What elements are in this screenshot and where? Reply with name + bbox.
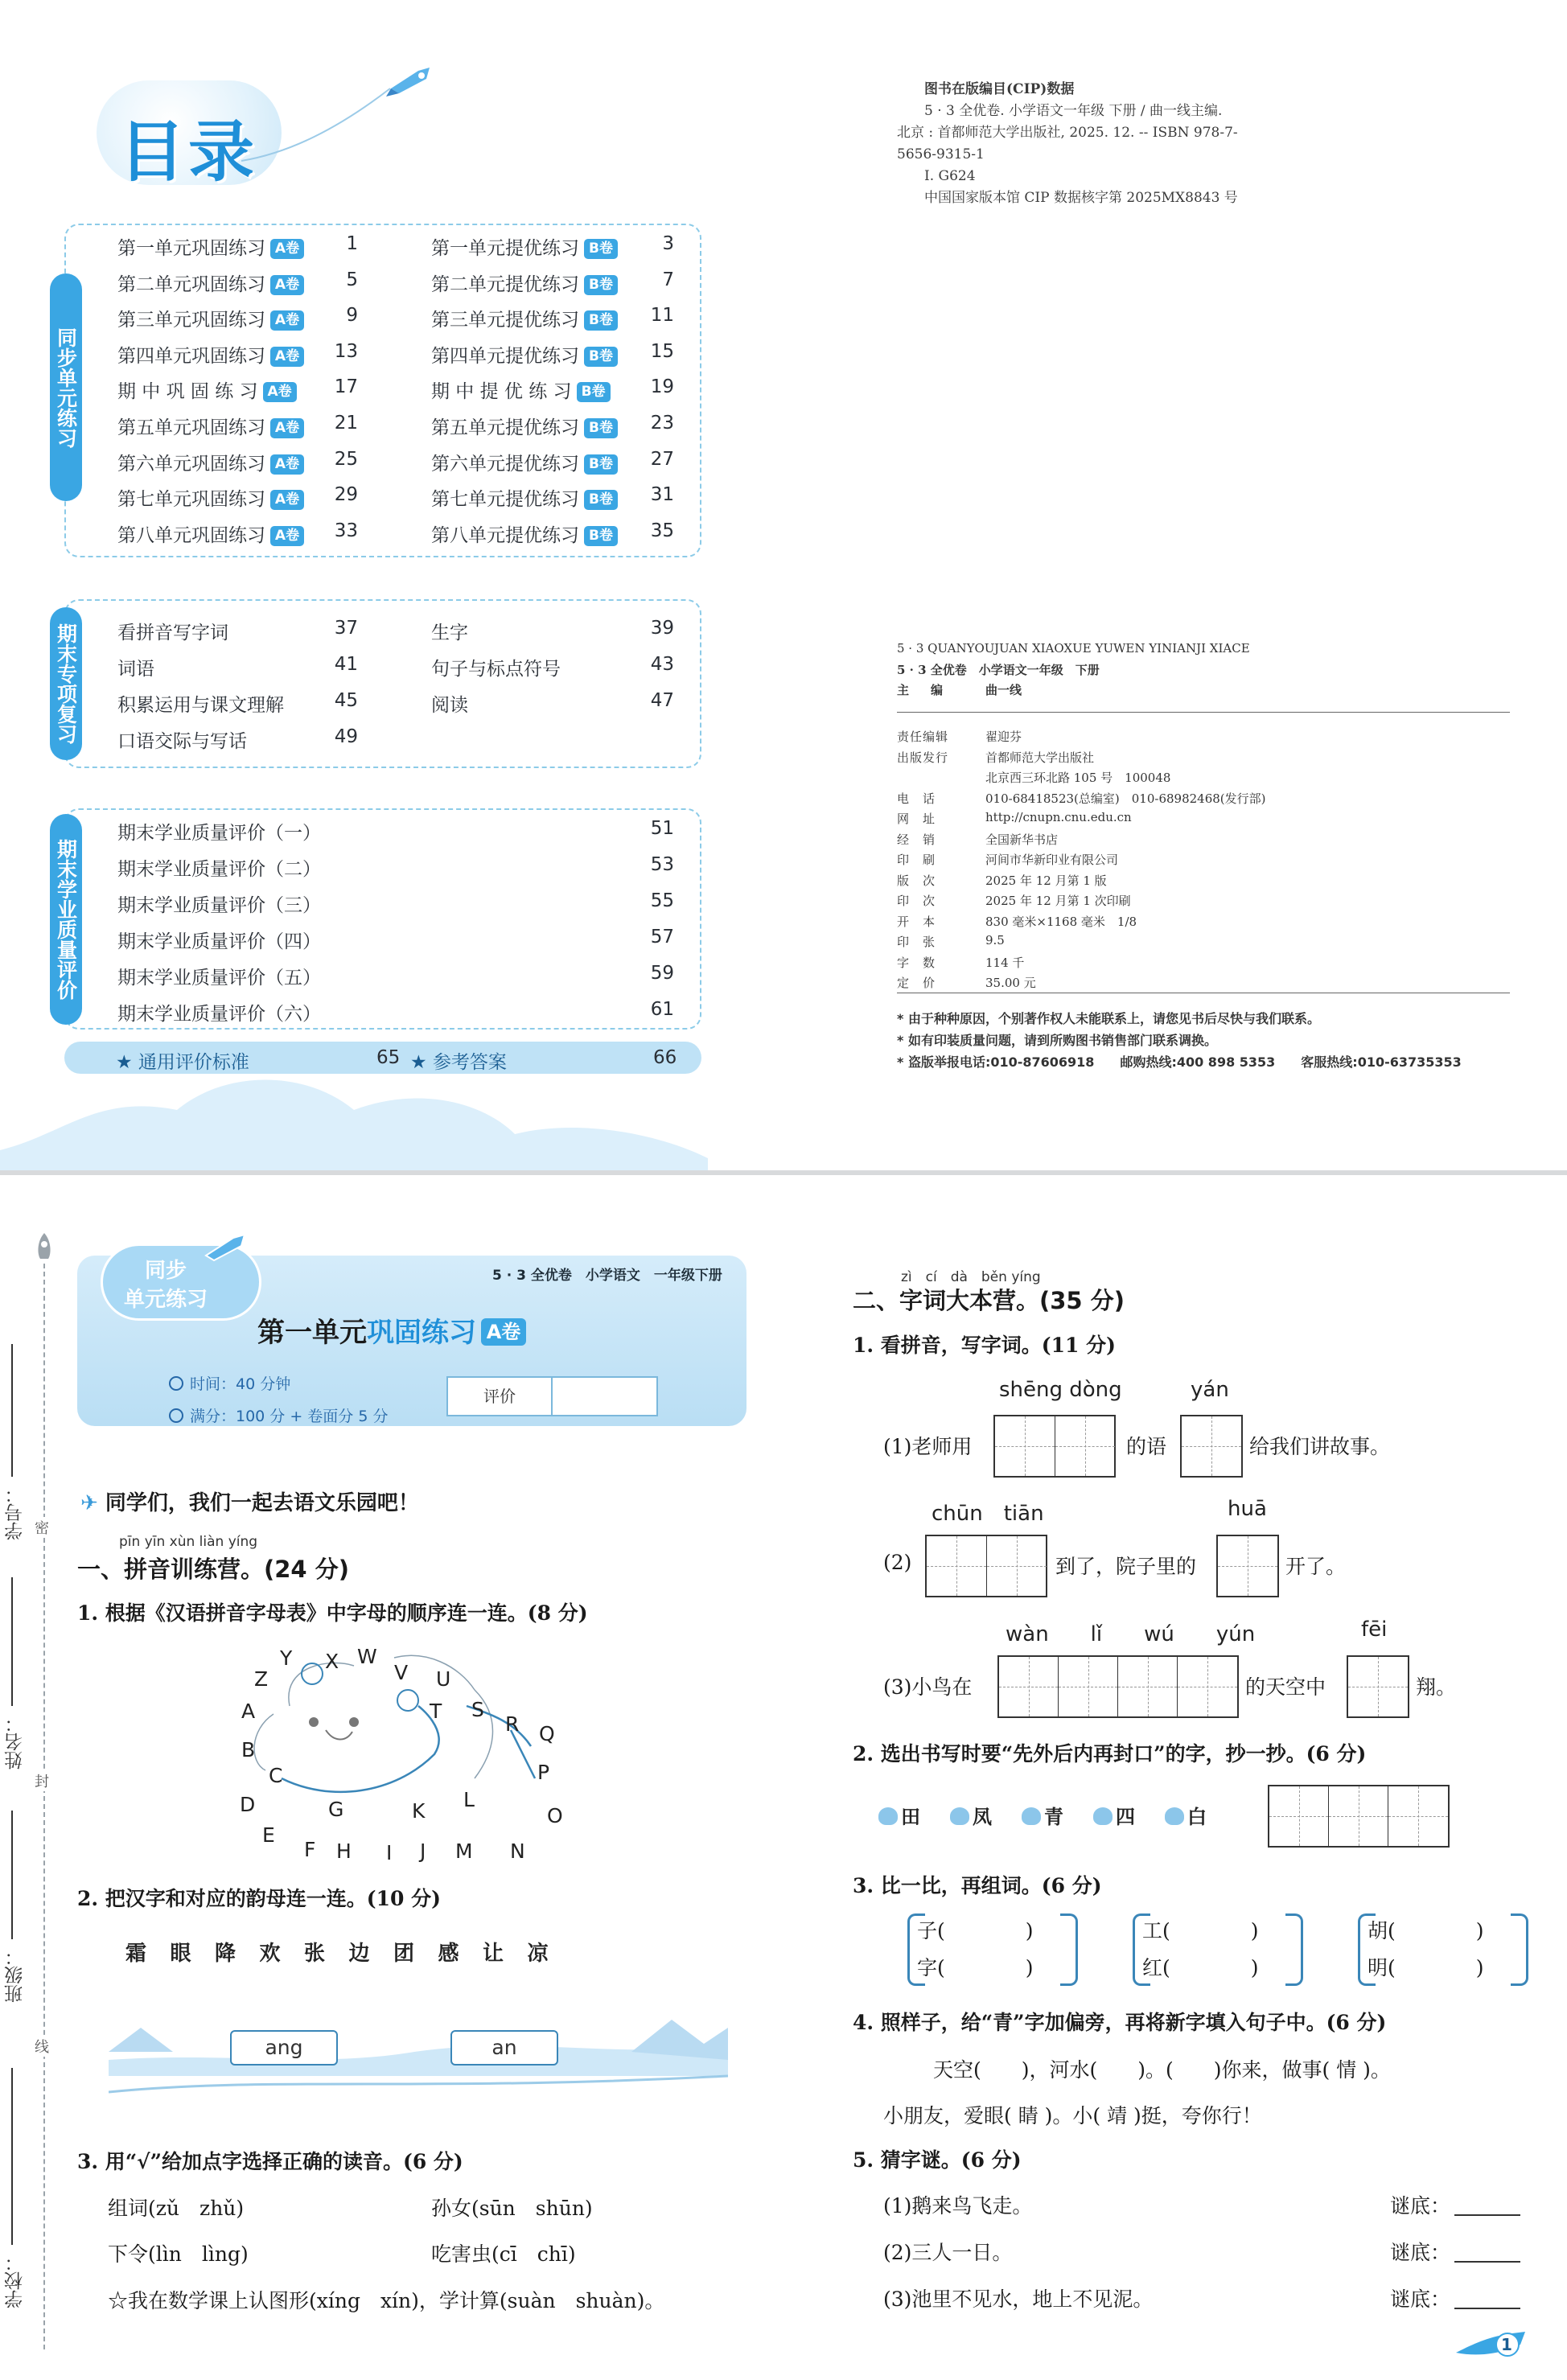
paper-plane-icon: ✈	[80, 1491, 105, 1515]
score-box[interactable]	[446, 1376, 658, 1416]
imprint-value: 2025 年 12 月第 1 版	[985, 873, 1107, 888]
writing-grid[interactable]	[993, 1415, 1116, 1478]
compare-char[interactable]: 子( )	[917, 1919, 1034, 1942]
toc-item-review[interactable]: 口语交际与写话	[117, 731, 247, 752]
cip-line: 图书在版编目(CIP)数据	[924, 81, 1075, 97]
toc-item-label: 第二单元巩固练习	[117, 273, 265, 295]
imprint-value: 35.00 元	[985, 976, 1036, 990]
toc-item-sync-b[interactable]	[431, 449, 618, 475]
toc-item-label: 期 中 提 优 练 习	[431, 381, 572, 403]
alphabet-letter[interactable]: Q	[539, 1722, 555, 1745]
writing-grid[interactable]	[1180, 1415, 1243, 1478]
alphabet-letter[interactable]: W	[357, 1645, 377, 1668]
toc-item-sync-a[interactable]	[117, 305, 304, 331]
q21b-pinyin-1: chūn tiān	[932, 1502, 1044, 1526]
cip-line: 5 · 3 全优卷. 小学语文一年级 下册 / 曲一线主编.	[924, 103, 1223, 119]
toc-item-review[interactable]: 积累运用与课文理解	[117, 695, 284, 716]
toc-item-sync-b[interactable]	[431, 376, 611, 403]
hanzi-char[interactable]: 边	[348, 1942, 370, 1966]
compare-char[interactable]: 胡( )	[1368, 1919, 1484, 1942]
alphabet-letter[interactable]: B	[241, 1738, 256, 1761]
hanzi-char[interactable]: 团	[393, 1942, 415, 1966]
toc-item-label: 第七单元巩固练习	[117, 489, 265, 511]
flower-icon	[950, 1807, 969, 1825]
toc-item-sync-a[interactable]	[117, 376, 297, 403]
toc-item-sync-a[interactable]	[117, 341, 304, 368]
toc-item-eval[interactable]: 期末学业质量评价（五）	[117, 968, 321, 989]
toc-item-page: 9	[346, 305, 358, 327]
imprint-key: 字 数	[897, 955, 936, 970]
alphabet-letter[interactable]: V	[394, 1661, 409, 1684]
imprint-key: 开 本	[897, 914, 936, 929]
toc-item-page: 1	[346, 233, 358, 254]
riddle-answer-label: 谜底：	[1390, 2288, 1451, 2311]
writing-grid[interactable]	[1347, 1655, 1409, 1718]
toc-item-review[interactable]: 看拼音写字词	[117, 623, 228, 643]
cip-line: 中国国家版本馆 CIP 数据核字第 2025MX8843 号	[924, 190, 1238, 206]
toc-section-sync: 同步单元练习	[50, 273, 82, 501]
toc-item-page: 11	[650, 305, 674, 327]
paper-tag-b: B卷	[584, 418, 618, 438]
toc-extra-label-1[interactable]: ★ 通用评价标准	[116, 1052, 249, 1073]
imprint-value: http://cnupn.cnu.edu.cn	[985, 810, 1132, 824]
toc-item-page: 47	[650, 690, 674, 711]
toc-item-page: 37	[334, 618, 358, 639]
toc-extra-bar	[64, 1042, 701, 1074]
binding-mark-xian: 线	[35, 2036, 49, 2057]
toc-item-page: 33	[334, 520, 358, 541]
q21a-pre: (1)老师用	[883, 1435, 973, 1458]
toc-item-label: 期 中 巩 固 练 习	[117, 381, 258, 403]
binding-class-label: 班级：	[5, 1947, 26, 2003]
q25-prompt: 5. 猜字谜。(6 分)	[853, 2148, 1022, 2172]
riddle-item: (2)三人一日。	[883, 2241, 1013, 2264]
flower-char: 青	[1044, 1805, 1063, 1828]
alphabet-letter[interactable]: I	[386, 1841, 393, 1864]
toc-item-page: 55	[650, 890, 674, 911]
q21c-post: 翔。	[1416, 1675, 1457, 1699]
imprint-editor-val: 曲一线	[985, 683, 1022, 697]
q23-prompt: 3. 比一比，再组词。(6 分)	[853, 1874, 1102, 1897]
imprint-value: 北京西三环北路 105 号 100048	[985, 771, 1171, 785]
check-circle-icon	[169, 1408, 183, 1423]
toc-item-page: 15	[650, 340, 674, 362]
toc-item-sync-a[interactable]	[117, 269, 304, 296]
alphabet-letter[interactable]: P	[537, 1761, 550, 1784]
paper-tag-a: A卷	[270, 526, 304, 546]
imprint-value: 9.5	[985, 933, 1005, 947]
toc-item-page: 61	[650, 999, 674, 1020]
alphabet-letter[interactable]: J	[420, 1839, 426, 1863]
score-label: 评价	[448, 1378, 553, 1415]
imprint-key: 出版发行	[897, 750, 949, 765]
alphabet-letter[interactable]: N	[510, 1839, 525, 1863]
toc-item-eval[interactable]: 期末学业质量评价（二）	[117, 859, 321, 880]
toc-item-page: 25	[334, 448, 358, 470]
alphabet-letter[interactable]: T	[430, 1700, 442, 1723]
worksheet-spread	[0, 1175, 1567, 2380]
alphabet-letter[interactable]: D	[240, 1793, 256, 1816]
paper-tag-b: B卷	[584, 239, 618, 259]
flower-char: 田	[901, 1805, 920, 1828]
toc-item-page: 19	[650, 376, 674, 398]
q21c-pre: (3)小鸟在	[883, 1675, 973, 1699]
toc-item-sync-a[interactable]	[117, 233, 304, 260]
toc-item-label: 第一单元提优练习	[431, 238, 579, 259]
alphabet-letter[interactable]: E	[262, 1823, 275, 1847]
imprint-key: 网 址	[897, 812, 936, 826]
q24-prompt: 4. 照样子，给“青”字加偏旁，再将新字填入句子中。(6 分)	[853, 2011, 1387, 2034]
q21b-mid: 到了，院子里的	[1055, 1555, 1197, 1578]
imprint-key: 经 销	[897, 832, 936, 847]
paper-tag-b: B卷	[584, 275, 618, 295]
riddle-item: (1)鹅来鸟飞走。	[883, 2194, 1033, 2218]
toc-extra-page-1: 65	[376, 1047, 401, 1068]
alphabet-letter[interactable]: O	[547, 1804, 563, 1827]
riddle-answer-label: 谜底：	[1390, 2241, 1451, 2264]
imprint-value: 首都师范大学出版社	[985, 750, 1095, 765]
clock-icon	[169, 1376, 183, 1391]
imprint-notes	[897, 1008, 1462, 1073]
toc-section-eval: 期末学业质量评价	[50, 814, 82, 1025]
binding-dashed-line	[43, 1264, 45, 2349]
compare-char[interactable]: 红( )	[1142, 1956, 1259, 1979]
binding-margin	[0, 1175, 72, 2380]
bracket-right	[1285, 1913, 1303, 1986]
q21b-pinyin-2: huā	[1228, 1497, 1267, 1521]
q21c-mid: 的天空中	[1245, 1675, 1326, 1699]
toc-item-page: 45	[334, 690, 358, 711]
imprint-key: 印 次	[897, 894, 936, 908]
cip-line: 北京 : 首都师范大学出版社, 2025. 12. -- ISBN 978-7-	[897, 125, 1238, 141]
q3-item[interactable]: 组词(zǔ zhǔ)	[108, 2197, 245, 2220]
imprint-value: 河间市华新印业有限公司	[985, 853, 1119, 867]
flower-icon	[878, 1807, 898, 1825]
rocket-trail	[241, 80, 394, 169]
toc-item-page: 13	[334, 340, 358, 362]
toc-spread	[0, 0, 1567, 1170]
imprint-value: 114 千	[985, 955, 1025, 970]
imprint-key: 印 张	[897, 935, 936, 949]
time-limit: 时间：40 分钟	[169, 1372, 290, 1394]
toc-item-label: 第八单元提优练习	[431, 524, 579, 546]
paper-tag-a: A卷	[270, 239, 304, 259]
toc-item-sync-a[interactable]	[117, 449, 304, 475]
greeting: ✈ 同学们，我们一起去语文乐园吧！	[80, 1491, 419, 1515]
paper-tag-a: A卷	[270, 275, 304, 295]
cip-line: 5656-9315-1	[897, 146, 985, 162]
section2-title: 二、字词大本营。(35 分)	[853, 1287, 1125, 1314]
alphabet-letter[interactable]: S	[471, 1698, 484, 1721]
writing-grid[interactable]	[1216, 1535, 1279, 1597]
toc-item-sync-a[interactable]	[117, 484, 304, 511]
q24-line-1[interactable]: 天空( )，河水( )。( )你来，做事( 情 )。	[933, 2058, 1391, 2082]
toc-item-sync-b[interactable]	[431, 305, 618, 331]
flower-icon	[1093, 1807, 1113, 1825]
flower-char: 凤	[973, 1805, 992, 1828]
alphabet-letter[interactable]: F	[304, 1838, 316, 1861]
compare-char[interactable]: 字( )	[917, 1956, 1034, 1979]
hanzi-char[interactable]: 感	[438, 1942, 459, 1966]
toc-item-page: 49	[334, 726, 358, 747]
paper-tag-a: A卷	[270, 490, 304, 510]
cip-line: Ⅰ. G624	[924, 168, 976, 184]
toc-item-label: 第二单元提优练习	[431, 273, 579, 295]
binding-mark-mi: 密	[35, 1517, 49, 1538]
flower-char: 四	[1116, 1805, 1135, 1828]
toc-item-label: 第一单元巩固练习	[117, 238, 265, 259]
alphabet-letter[interactable]: L	[463, 1788, 475, 1811]
toc-item-page: 39	[650, 618, 674, 639]
toc-item-sync-b[interactable]	[431, 341, 618, 368]
toc-item-label: 第三单元巩固练习	[117, 310, 265, 331]
toc-title: 目录	[97, 80, 290, 185]
toc-item-page: 27	[650, 448, 674, 470]
page-title: 第一单元巩固练习 A卷	[257, 1310, 526, 1350]
toc-item-sync-b[interactable]	[431, 520, 618, 547]
toc-item-label: 第四单元提优练习	[431, 345, 579, 367]
rocket-icon	[201, 1231, 249, 1264]
series-label: 5 · 3 全优卷 小学语文 一年级下册	[492, 1268, 722, 1284]
q3-item[interactable]: 孙女(sūn shūn)	[431, 2197, 593, 2220]
flower-char-option[interactable]	[878, 1801, 920, 1829]
toc-item-page: 23	[650, 413, 674, 434]
paper-tag-b: B卷	[584, 526, 618, 546]
toc-item-review[interactable]: 词语	[117, 659, 154, 680]
paper-tag-b: B卷	[584, 347, 618, 367]
toc-item-label: 第三单元提优练习	[431, 310, 579, 331]
binding-id-label: 学号：	[5, 1485, 26, 1540]
section2-pinyin: zì cí dà běn yíng	[901, 1269, 1041, 1285]
toc-item-page: 21	[334, 413, 358, 434]
alphabet-letter[interactable]: X	[325, 1650, 339, 1673]
paper-tag-a: A卷	[270, 310, 304, 331]
q21a-pinyin-1: shēng dòng	[999, 1378, 1122, 1402]
q21a-mid: 的语	[1126, 1435, 1167, 1458]
binding-mark-feng: 封	[35, 1770, 49, 1791]
imprint-key: 责任编辑	[897, 730, 949, 744]
toc-item-label: 第四单元巩固练习	[117, 345, 265, 367]
binding-school-field[interactable]	[11, 2068, 13, 2245]
paper-tag-b: B卷	[584, 310, 618, 331]
toc-item-page: 3	[662, 233, 674, 254]
hanzi-char[interactable]: 张	[304, 1942, 326, 1966]
flower-icon	[1022, 1807, 1041, 1825]
alphabet-letter[interactable]: Y	[280, 1646, 293, 1670]
toc-extra-label-2[interactable]: ★ 参考答案	[410, 1052, 507, 1073]
full-score: 满分：100 分 + 卷面分 5 分	[169, 1404, 388, 1426]
writing-grid[interactable]	[925, 1535, 1047, 1597]
flower-char-option[interactable]	[1093, 1801, 1135, 1829]
toc-item-page: 35	[650, 520, 674, 541]
toc-item-review[interactable]: 句子与标点符号	[431, 659, 561, 680]
q21b-pre: (2)	[883, 1551, 912, 1574]
river-scene	[109, 2004, 728, 2100]
paper-tag-b: B卷	[584, 490, 618, 510]
q3-prompt: 3. 用“√”给加点字选择正确的读音。(6 分)	[77, 2150, 463, 2173]
hanzi-char[interactable]: 凉	[527, 1942, 549, 1966]
alphabet-letter[interactable]: U	[436, 1667, 451, 1691]
toc-item-eval[interactable]: 期末学业质量评价（六）	[117, 1004, 321, 1025]
alphabet-letter[interactable]: K	[412, 1799, 426, 1823]
flower-char-option[interactable]	[1165, 1801, 1207, 1829]
cloud-decoration	[0, 1062, 708, 1170]
q21c-pinyin-1: wàn lǐ wú yún	[1006, 1622, 1256, 1646]
q21b-post: 开了。	[1285, 1555, 1347, 1578]
toc-item-sync-a[interactable]	[117, 413, 304, 439]
alphabet-letter[interactable]: H	[336, 1839, 352, 1863]
imprint-key: 定 价	[897, 976, 936, 990]
toc-item-page: 29	[334, 484, 358, 506]
toc-item-sync-a[interactable]	[117, 520, 304, 547]
toc-item-page: 51	[650, 818, 674, 839]
final-box-ang[interactable]: ang	[230, 2030, 338, 2066]
alphabet-letter[interactable]: G	[328, 1798, 344, 1821]
imprint-value: 2025 年 12 月第 1 次印刷	[985, 894, 1131, 908]
toc-item-page: 53	[650, 854, 674, 875]
toc-item-sync-b[interactable]	[431, 484, 618, 511]
bracket-right	[1511, 1913, 1528, 1986]
riddle-answer-field[interactable]	[1454, 2308, 1520, 2309]
q21a-post: 给我们讲故事。	[1249, 1435, 1391, 1458]
imprint-cn-title: 5 · 3 全优卷 小学语文一年级 下册	[897, 663, 1100, 677]
toc-item-eval[interactable]: 期末学业质量评价（四）	[117, 931, 321, 952]
paper-tag: A卷	[481, 1318, 526, 1346]
paper-tag-a: A卷	[270, 418, 304, 438]
compare-char[interactable]: 工( )	[1142, 1919, 1259, 1942]
q3-item[interactable]: 吃害虫(cī chī)	[431, 2242, 576, 2266]
compare-char[interactable]: 明( )	[1368, 1956, 1484, 1979]
toc-item-page: 31	[650, 484, 674, 506]
riddle-answer-field[interactable]	[1454, 2214, 1520, 2216]
q21-prompt: 1. 看拼音，写字词。(11 分)	[853, 1334, 1116, 1357]
alphabet-letter[interactable]: Z	[254, 1667, 269, 1691]
binding-id-field[interactable]	[11, 1344, 13, 1477]
toc-item-review[interactable]: 生字	[431, 623, 468, 643]
q22-prompt: 2. 选出书写时要“先外后内再封口”的字，抄一抄。(6 分)	[853, 1742, 1367, 1765]
paper-tag-b: B卷	[584, 454, 618, 475]
q3-item[interactable]: 下令(lìn lìng)	[108, 2242, 249, 2266]
hanzi-char[interactable]: 让	[483, 1942, 504, 1966]
toc-item-eval[interactable]: 期末学业质量评价（三）	[117, 895, 321, 916]
sync-unit-badge: 同步 单元练习	[101, 1243, 261, 1321]
toc-item-sync-b[interactable]	[431, 233, 618, 260]
q2-prompt: 2. 把汉字和对应的韵母连一连。(10 分)	[77, 1887, 441, 1910]
q21c-pinyin-2: fēi	[1361, 1617, 1388, 1642]
toc-item-eval[interactable]: 期末学业质量评价（一）	[117, 823, 321, 844]
imprint-value: 全国新华书店	[985, 832, 1059, 847]
toc-item-label: 第六单元巩固练习	[117, 453, 265, 475]
paper-tag-a: A卷	[270, 347, 304, 367]
final-box-an[interactable]: an	[450, 2030, 558, 2066]
toc-item-label: 第八单元巩固练习	[117, 524, 265, 546]
hanzi-char[interactable]: 降	[215, 1942, 236, 1966]
imprint-key: 电 话	[897, 791, 936, 806]
alphabet-letter[interactable]: M	[455, 1839, 473, 1863]
section1-pinyin: pīn yīn xùn liàn yíng	[119, 1534, 258, 1550]
hanzi-char[interactable]: 霜	[125, 1942, 147, 1966]
writing-grid[interactable]	[1268, 1785, 1450, 1848]
flower-char: 白	[1187, 1805, 1207, 1828]
writing-grid[interactable]	[997, 1655, 1239, 1718]
binding-class-field[interactable]	[11, 1811, 13, 1939]
paper-tag-a: A卷	[263, 382, 297, 402]
toc-item-page: 57	[650, 927, 674, 947]
toc-item-sync-b[interactable]	[431, 413, 618, 439]
note-line: * 盗版举报电话:010-87606918 邮购热线:400 898 5353 客服热线:010-63735353	[897, 1054, 1462, 1070]
page-number: 1	[1501, 2335, 1512, 2354]
toc-item-page: 7	[662, 269, 674, 290]
toc-section-review: 期末专项复习	[50, 607, 82, 760]
q1-prompt: 1. 根据《汉语拼音字母表》中字母的顺序连一连。(8 分)	[77, 1601, 588, 1625]
q24-line-2[interactable]: 小朋友，爱眼( 睛 )。小( 靖 )挺，夸你行！	[883, 2104, 1262, 2127]
flower-char-option[interactable]	[1022, 1801, 1063, 1829]
toc-item-page: 59	[650, 963, 674, 984]
q3-item[interactable]: ☆我在数学课上认图形(xíng xín)，学计算(suàn shuàn)。	[108, 2289, 665, 2312]
toc-item-page: 43	[650, 654, 674, 675]
paper-tag-b: B卷	[577, 382, 611, 402]
imprint-key: 印 刷	[897, 853, 936, 867]
imprint-rule	[897, 712, 1510, 713]
section1-title: 一、拼音训练营。(24 分)	[77, 1556, 349, 1583]
imprint-value: 翟迎芬	[985, 730, 1022, 744]
toc-item-label: 第五单元提优练习	[431, 417, 579, 438]
imprint-value: 010-68418523(总编室) 010-68982468(发行部)	[985, 791, 1266, 806]
toc-item-review[interactable]: 阅读	[431, 695, 468, 716]
riddle-item: (3)池里不见水，地上不见泥。	[883, 2288, 1154, 2311]
page-number-badge	[1456, 2329, 1528, 2361]
toc-item-page: 41	[334, 654, 358, 675]
imprint-key: 版 次	[897, 873, 936, 888]
flower-icon	[1165, 1807, 1184, 1825]
binding-school-label: 学校：	[5, 2253, 26, 2308]
toc-item-label: 第五单元巩固练习	[117, 417, 265, 438]
cip-block	[897, 79, 1238, 209]
hanzi-char[interactable]: 眼	[170, 1942, 191, 1966]
binding-name-label: 姓名：	[5, 1714, 26, 1770]
imprint-pinyin-title: 5 · 3 QUANYOUJUAN XIAOXUE YUWEN YINIANJI XIACE	[897, 641, 1250, 656]
hanzi-char[interactable]: 欢	[259, 1942, 281, 1966]
toc-item-sync-b[interactable]	[431, 269, 618, 296]
q21a-pinyin-2: yán	[1191, 1378, 1229, 1402]
alphabet-letter[interactable]: A	[241, 1700, 256, 1723]
note-line: * 由于种种原因，个别著作权人未能联系上，请您见书后尽快与我们联系。	[897, 1011, 1320, 1026]
rocket-icon	[34, 1233, 55, 1265]
alphabet-letter[interactable]: R	[505, 1712, 520, 1736]
toc-item-label: 第七单元提优练习	[431, 489, 579, 511]
toc-item-page: 5	[346, 269, 358, 290]
alphabet-letter[interactable]: C	[269, 1764, 283, 1787]
riddle-answer-label: 谜底：	[1390, 2194, 1451, 2218]
flower-char-option[interactable]	[950, 1801, 992, 1829]
binding-name-field[interactable]	[11, 1577, 13, 1706]
toc-item-page: 17	[334, 376, 358, 398]
imprint-value: 830 毫米×1168 毫米 1/8	[985, 914, 1137, 929]
toc-item-label: 第六单元提优练习	[431, 453, 579, 475]
note-line: * 如有印装质量问题，请到所购图书销售部门联系调换。	[897, 1033, 1217, 1048]
bracket-right	[1060, 1913, 1078, 1986]
imprint-editor-key: 主 编	[897, 683, 948, 697]
alphabet-puzzle	[233, 1642, 587, 1875]
riddle-answer-field[interactable]	[1454, 2261, 1520, 2263]
paper-tag-a: A卷	[270, 454, 304, 475]
toc-extra-page-2: 66	[653, 1047, 677, 1068]
